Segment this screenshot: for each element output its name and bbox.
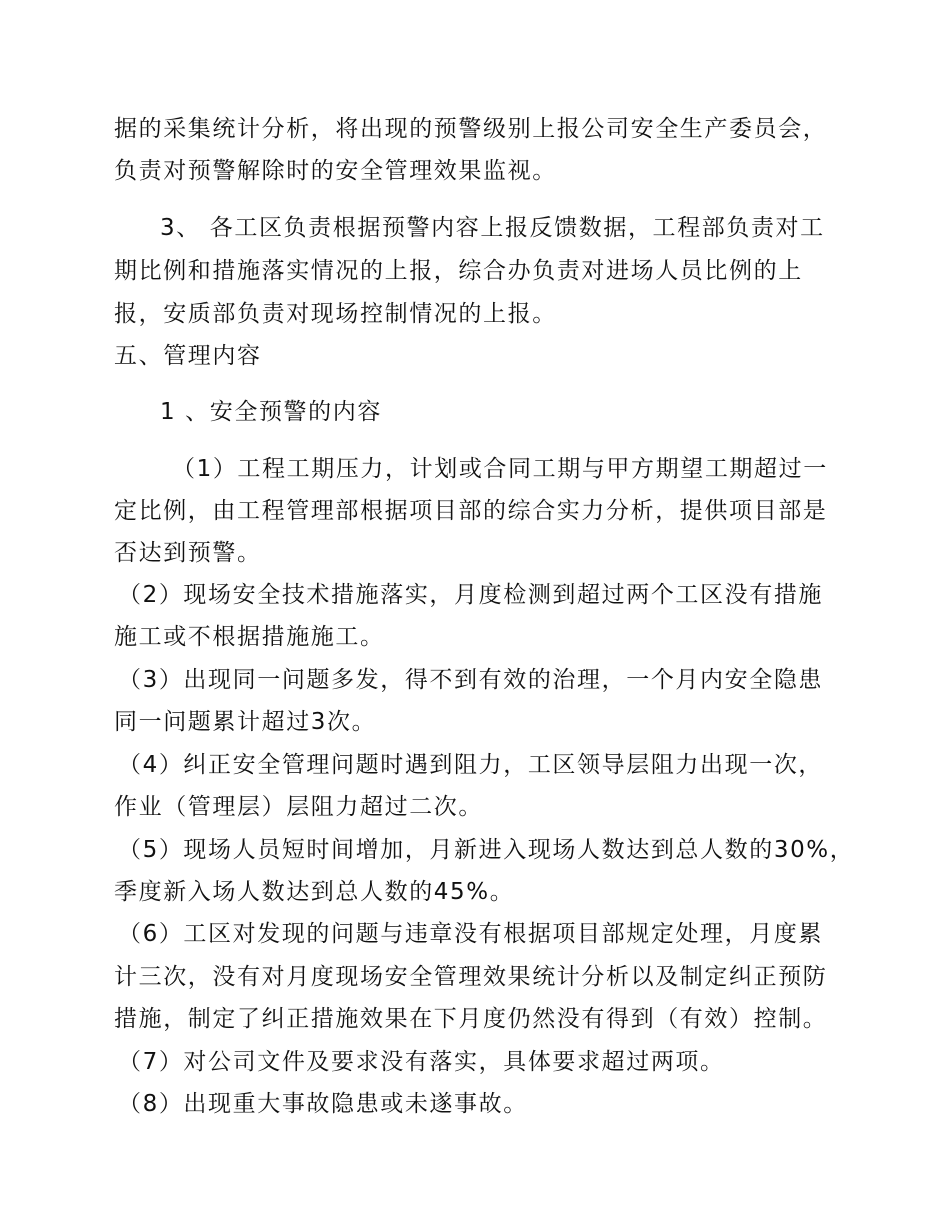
paragraph-line: 定比例，由工程管理部根据项目部的综合实力分析，提供项目部是 <box>114 498 828 524</box>
paragraph-line: 负责对预警解除时的安全管理效果监视。 <box>114 158 557 184</box>
list-item-line: （3）出现同一问题多发，得不到有效的治理，一个月内安全隐患 <box>118 667 824 693</box>
paragraph-line: 施工或不根据措施施工。 <box>114 624 385 650</box>
paragraph-line: 作业（管理层）层阻力超过二次。 <box>114 794 483 820</box>
list-item-line: （4）纠正安全管理问题时遇到阻力，工区领导层阻力出现一次， <box>118 752 824 778</box>
list-item-line: （2）现场安全技术措施落实，月度检测到超过两个工区没有措施 <box>118 582 824 608</box>
list-item-line: （6）工区对发现的问题与违章没有根据项目部规定处理，月度累 <box>118 921 824 947</box>
list-item-line: （5）现场人员短时间增加，月新进入现场人数达到总人数的30%， <box>118 837 855 863</box>
section-heading: 五、管理内容 <box>114 343 262 369</box>
paragraph-line: 同一问题累计超过3次。 <box>114 709 377 735</box>
paragraph-line: （1）工程工期压力，计划或合同工期与甲方期望工期超过一 <box>172 456 828 482</box>
paragraph-line: 期比例和措施落实情况的上报，综合办负责对进场人员比例的上 <box>114 258 803 284</box>
paragraph-line: 措施，制定了纠正措施效果在下月度仍然没有得到（有效）控制。 <box>114 1006 828 1032</box>
subsection-heading: 1 、安全预警的内容 <box>160 399 382 425</box>
paragraph-line: 否达到预警。 <box>114 540 262 566</box>
paragraph-line: 据的采集统计分析，将出现的预警级别上报公司安全生产委员会， <box>114 116 828 142</box>
paragraph-line: 报，安质部负责对现场控制情况的上报。 <box>114 301 557 327</box>
paragraph-line: 3、 各工区负责根据预警内容上报反馈数据，工程部负责对工 <box>160 215 825 241</box>
list-item-line: （8）出现重大事故隐患或未遂事故。 <box>118 1091 528 1117</box>
list-item-line: （7）对公司文件及要求没有落实，具体要求超过两项。 <box>118 1049 725 1075</box>
paragraph-line: 季度新入场人数达到总人数的45%。 <box>114 879 515 905</box>
paragraph-line: 计三次，没有对月度现场安全管理效果统计分析以及制定纠正预防 <box>114 964 828 990</box>
